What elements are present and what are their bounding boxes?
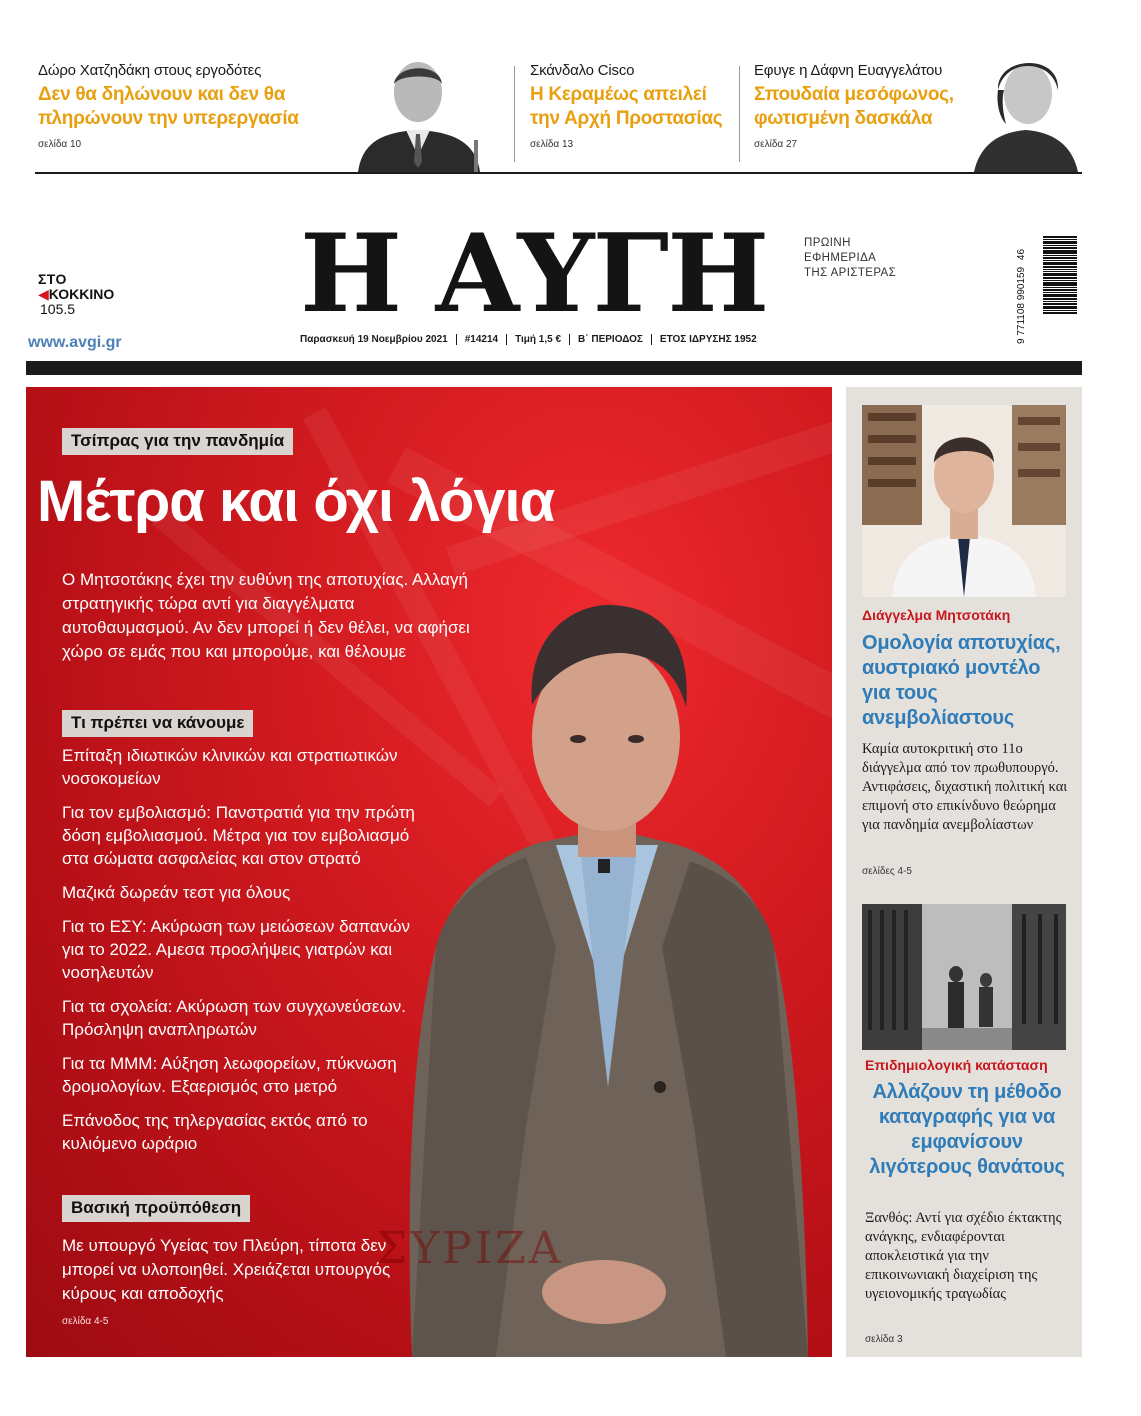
party-backdrop-text: ΣΥΡΙΖΑ bbox=[376, 1223, 564, 1274]
issue-period: Β΄ ΠΕΡΙΟΔΟΣ bbox=[569, 334, 651, 345]
list-item: Για το ΕΣΥ: Ακύρωση των μειώσεων δαπανών για το 2022. Αμεσα προσλήψεις γιατρών και νοσηλευτών bbox=[62, 917, 410, 982]
portrait-man-icon bbox=[338, 44, 498, 172]
teaser-kicker: Δώρο Χατζηδάκη στους εργοδότες bbox=[38, 62, 262, 79]
teaser-headline-line: Η Κεραμέως απειλεί bbox=[530, 84, 707, 105]
teaser-kicker: Εφυγε η Δάφνη Ευαγγελάτου bbox=[754, 62, 943, 79]
radio-logo-name: ΚΟΚΚΙΝΟ bbox=[48, 286, 115, 302]
sidebar-page-ref: σελίδες 4-5 bbox=[862, 866, 912, 877]
main-headline[interactable]: Μέτρα και όχι λόγια bbox=[37, 469, 555, 534]
tagline-line: ΕΦΗΜΕΡΙΔΑ bbox=[804, 252, 877, 264]
issue-date: Παρασκευή 19 Νοεμβρίου 2021 bbox=[300, 334, 448, 345]
radio-logo-line: ΣΤΟ bbox=[38, 271, 67, 287]
sidebar-page-ref: σελίδα 3 bbox=[865, 1334, 903, 1345]
founding-year: ΕΤΟΣ ΙΔΡΥΣΗΣ 1952 bbox=[651, 334, 765, 345]
teaser-cisco[interactable] bbox=[530, 62, 722, 150]
radio-logo-frequency: 105.5 bbox=[40, 301, 76, 317]
teaser-labor[interactable] bbox=[38, 62, 299, 150]
main-story-label: Τσίπρας για την πανδημία bbox=[62, 428, 293, 455]
website-link[interactable]: www.avgi.gr bbox=[28, 334, 122, 351]
sidebar-kicker: Επιδημιολογική κατάσταση bbox=[865, 1057, 1048, 1073]
column-divider bbox=[514, 66, 515, 162]
barcode-addon: 46 bbox=[1016, 248, 1027, 261]
teaser-page-ref: σελίδα 10 bbox=[38, 139, 82, 150]
portrait-pm-icon bbox=[862, 405, 1066, 597]
teaser-headline-line: την Αρχή Προστασίας bbox=[530, 108, 723, 129]
list-item: Για τα σχολεία: Ακύρωση των συγχωνεύσεων. Πρόσληψη αναπληρωτών bbox=[62, 997, 406, 1039]
sidebar-kicker: Διάγγελμα Μητσοτάκη bbox=[862, 607, 1011, 623]
sidebar-body: Ξανθός: Αντί για σχέδιο έκτακτης ανάγκης, ενδιαφέρονται αποκλειστικά για την επικοινωνιακή διαχείριση της υγειονομικής τραγωδίας bbox=[865, 1210, 1062, 1302]
top-rule bbox=[35, 172, 1082, 174]
measures-label: Τι πρέπει να κάνουμε bbox=[62, 710, 253, 737]
teaser-headline-line: πληρώνουν την υπερεργασία bbox=[38, 108, 299, 129]
teaser-headline-line: Σπουδαία μεσόφωνος, bbox=[754, 84, 954, 105]
sidebar-photo-mitsotakis bbox=[862, 405, 1066, 597]
issue-price: Τιμή 1,5 € bbox=[506, 334, 569, 345]
main-lead: Ο Μητσοτάκης έχει την ευθύνη της αποτυχίας. Αλλαγή στρατηγικής τώρα αντί για διαγγέλματα αυτοθαυμασμού. Αν δεν μπορεί ή δεν θέλει, να αφήσει χώρο σε εμάς που και μπορούμε, και θέλουμε bbox=[62, 570, 470, 661]
radio-logo[interactable] bbox=[38, 272, 114, 317]
portrait-woman-icon bbox=[970, 32, 1080, 172]
list-item: Επίταξη ιδιωτικών κλινικών και στρατιωτικών νοσοκομείων bbox=[62, 746, 398, 788]
teaser-headline-line: φωτισμένη δασκάλα bbox=[754, 108, 933, 129]
condition-label: Βασική προϋπόθεση bbox=[62, 1195, 250, 1222]
sidebar-headline[interactable]: Ομολογία αποτυχίας, αυστριακό μοντέλο για τους ανεμβολίαστους bbox=[862, 632, 1061, 729]
teaser-headline[interactable] bbox=[38, 83, 299, 131]
teaser-headline[interactable] bbox=[754, 83, 954, 131]
tagline-line: ΠΡΩΙΝΗ bbox=[804, 237, 851, 249]
issue-number: #14214 bbox=[456, 334, 506, 345]
teaser-page-ref: σελίδα 27 bbox=[754, 139, 798, 150]
measures-list bbox=[62, 744, 422, 1166]
teaser-evangelatou[interactable] bbox=[754, 62, 954, 150]
tagline-line: ΤΗΣ ΑΡΙΣΤΕΡΑΣ bbox=[804, 267, 897, 279]
list-item: Για τα ΜΜΜ: Αύξηση λεωφορείων, πύκνωση δρομολογίων. Εξαερισμός στο μετρό bbox=[62, 1054, 397, 1096]
column-divider bbox=[739, 66, 740, 162]
teaser-kicker: Σκάνδαλο Cisco bbox=[530, 62, 635, 79]
teaser-page-ref: σελίδα 13 bbox=[530, 139, 574, 150]
masthead-rule bbox=[26, 361, 1082, 375]
dateline bbox=[300, 334, 788, 345]
sidebar-body: Καμία αυτοκριτική στο 11ο διάγγελμα από τον πρωθυπουργό. Αντιφάσεις, διχαστική πολιτική και επιμονή στο επικίνδυνο θεώρημα για πανδημία ανεμβολίαστων bbox=[862, 741, 1068, 833]
radio-logo-line bbox=[38, 287, 114, 302]
newspaper-tagline bbox=[804, 236, 896, 281]
sidebar-headline[interactable]: Αλλάζουν τη μέθοδο καταγραφής για να εμφανίσουν λιγότερους θανάτους bbox=[869, 1081, 1065, 1178]
list-item: Για τον εμβολιασμό: Πανστρατιά για την πρώτη δόση εμβολιασμού. Μέτρα για τον εμβολιασμό στα σώματα ασφαλείας και στον στρατό bbox=[62, 803, 415, 868]
hospital-corridor-icon bbox=[862, 904, 1066, 1050]
teaser-photo-evangelatou bbox=[970, 32, 1080, 172]
radio-arrow-icon: ◀ bbox=[38, 286, 49, 302]
teaser-photo-hatzidakis bbox=[338, 44, 498, 172]
condition-text: Με υπουργό Υγείας τον Πλεύρη, τίποτα δεν μπορεί να υλοποιηθεί. Χρειάζεται υπουργός κύρους και αποδοχής bbox=[62, 1236, 391, 1303]
newspaper-title: Η ΑΥΓΗ bbox=[300, 218, 768, 330]
barcode-number bbox=[1016, 232, 1027, 344]
teaser-headline-line: Δεν θα δηλώνουν και δεν θα bbox=[38, 84, 286, 105]
list-item: Μαζικά δωρεάν τεστ για όλους bbox=[62, 883, 291, 902]
sidebar-photo-hospital bbox=[862, 904, 1066, 1050]
main-story-page-ref: σελίδα 4-5 bbox=[62, 1316, 109, 1327]
list-item: Επάνοδος της τηλεργασίας εκτός από το κυλιόμενο ωράριο bbox=[62, 1111, 368, 1153]
teaser-headline[interactable] bbox=[530, 83, 722, 131]
barcode bbox=[1043, 236, 1077, 348]
barcode-digits: 9 771108 990159 bbox=[1016, 266, 1027, 344]
